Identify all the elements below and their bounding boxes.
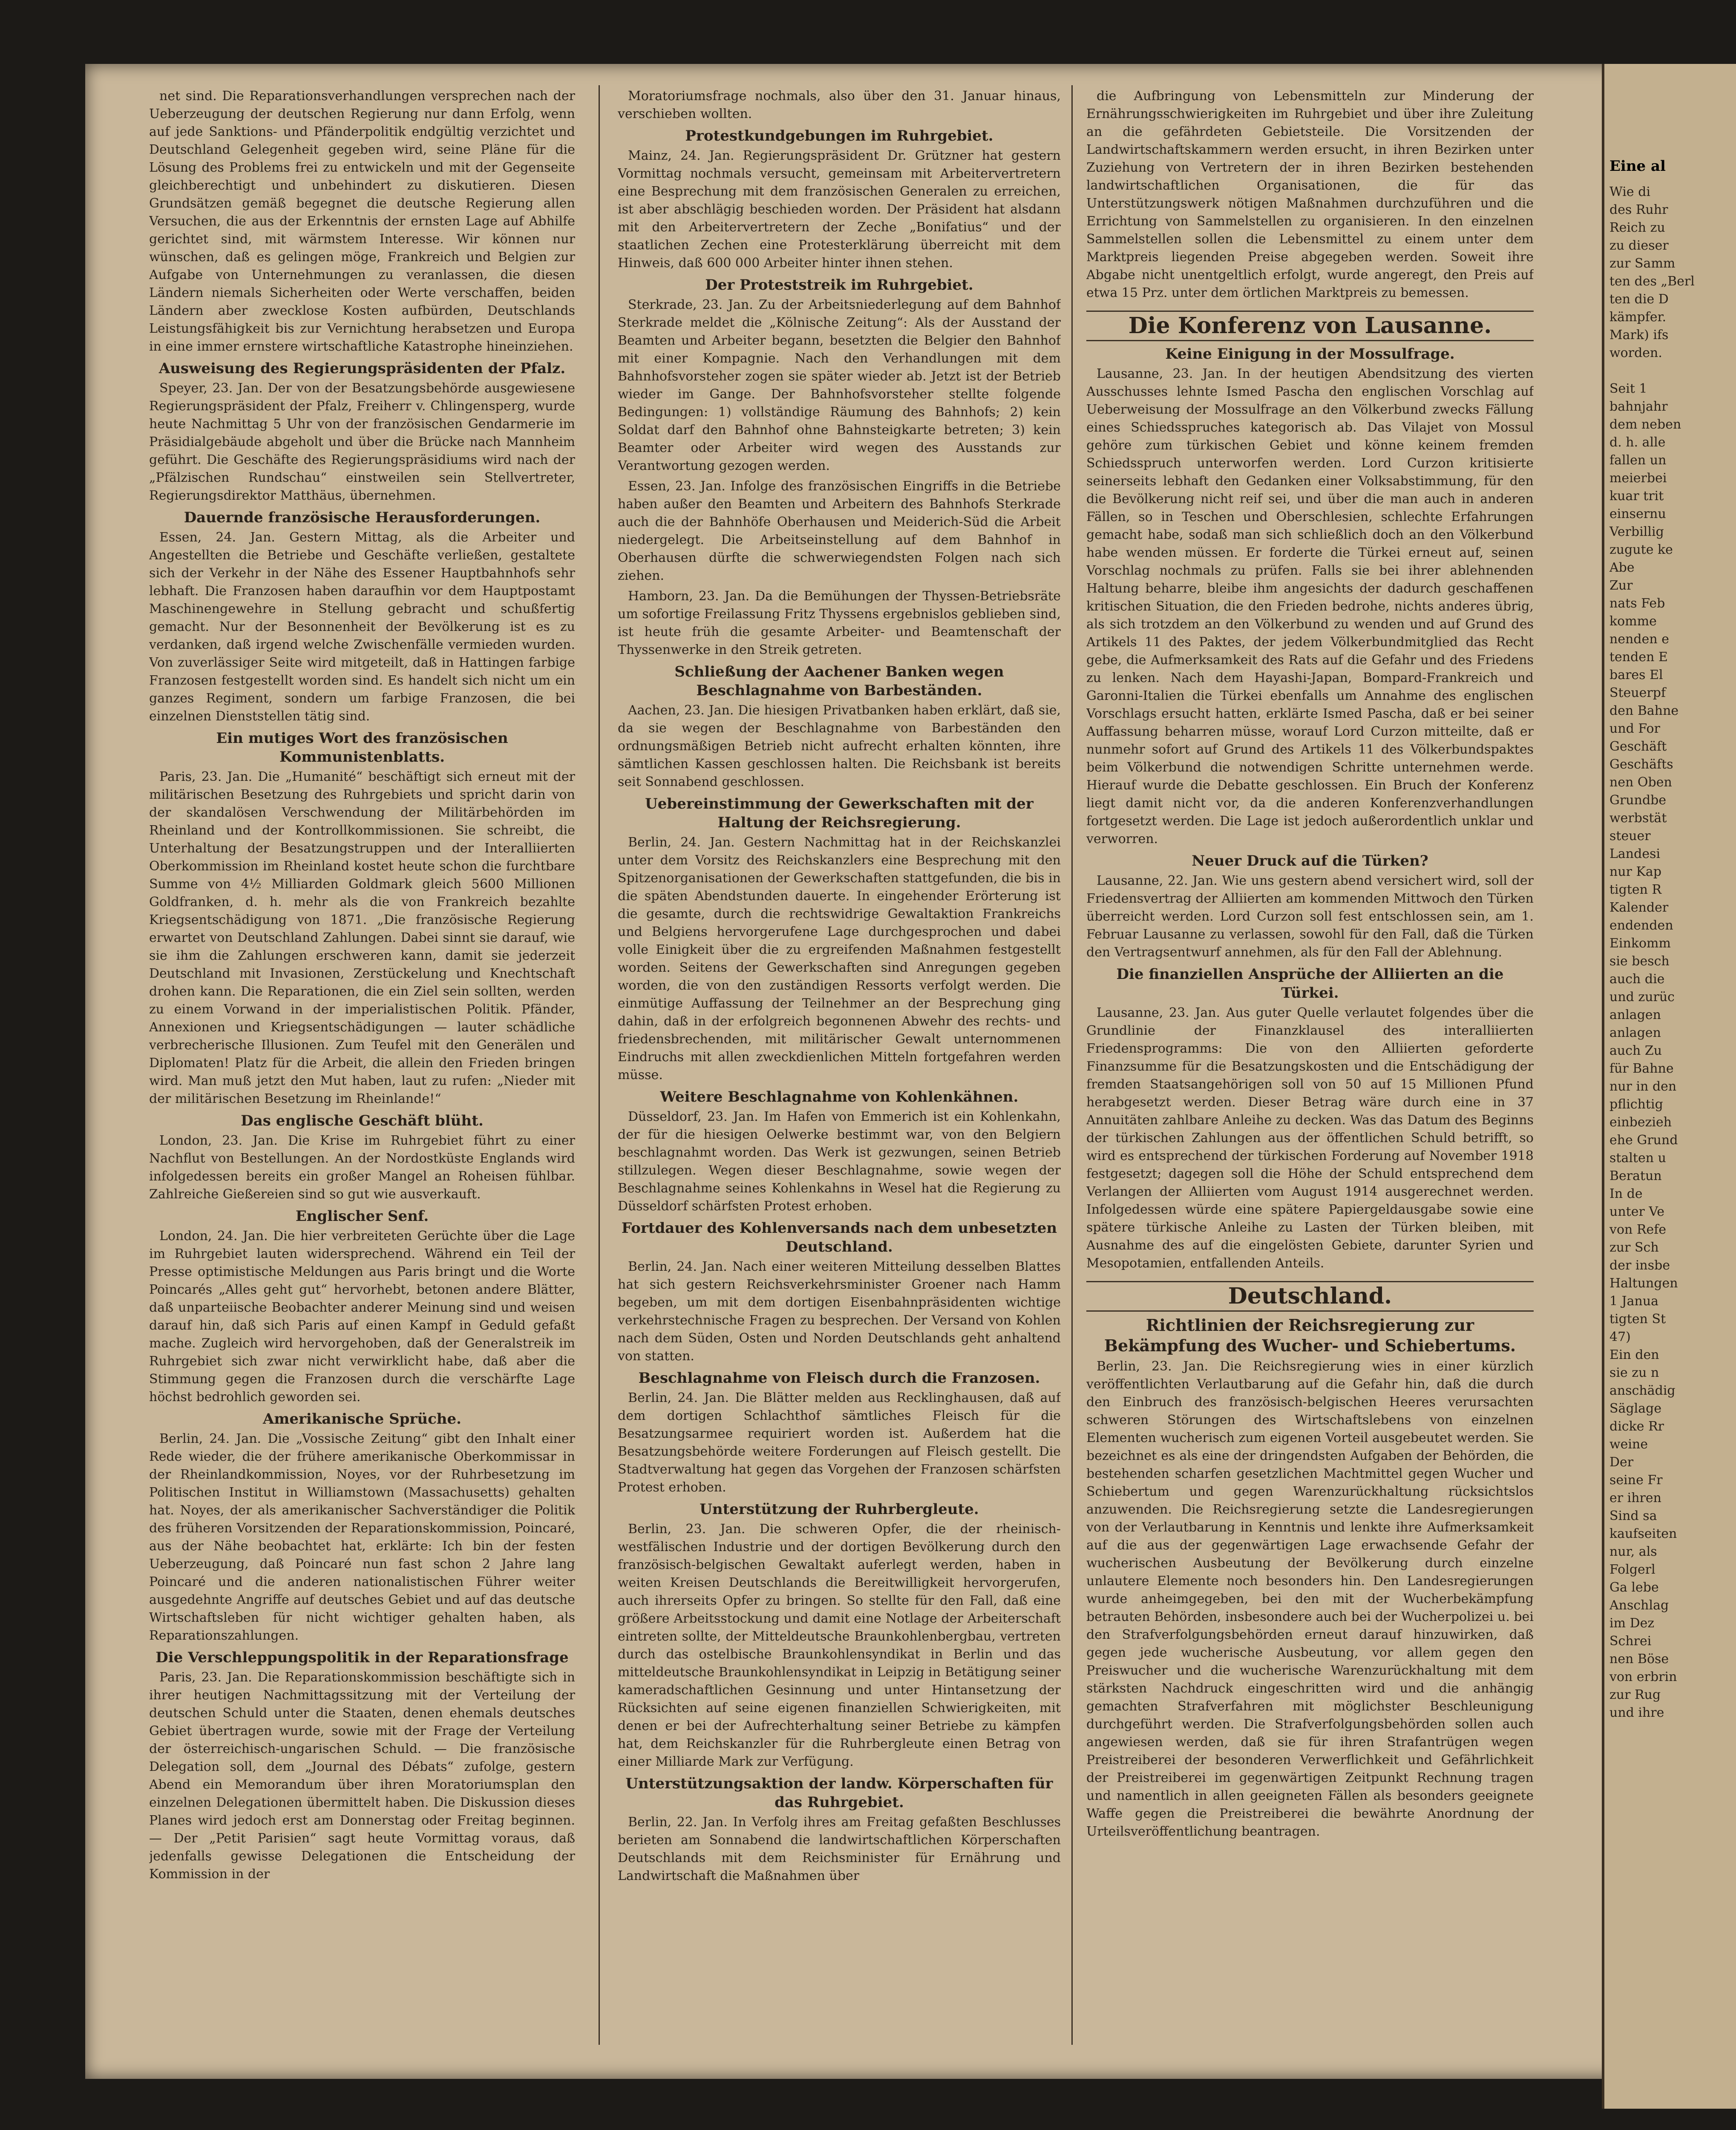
headline-kohlenkaehne: Weitere Beschlagnahme von Kohlenkähnen. [660, 1088, 1019, 1105]
article-gewerkschaften: Berlin, 24. Jan. Gestern Nachmittag hat in der Reichskanzlei unter dem Vorsitz des Reichskanzlers eine Besprechung mit den Spitzenorganisationen der Gewerkschaften stattgefunden, die bis in die späten Abendstunden dauerte. In eingehender Erörterung ist die gesamte, durch die rechtswidrige Gewaltaktion Frankreichs und Belgiens hervorgerufene Lage durchgesprochen und dabei volle Einigkeit über die zu ergreifenden Maßnahmen festgestellt worden. Seitens der Gewerkschaften sind Anregungen gegeben worden, die von den zuständigen Ressorts verfolgt werden. Die einmütige Auffassung der Teilnehmer an der Besprechung ging dahin, daß in der erfolgreich begonnenen Abwehr des rechts- und friedensbrechenden, mit militärischer Gewalt unternommenen Eindruchs mit allen zweckdienlichen Mitteln fortgefahren werden müsse. [618, 835, 1061, 1082]
article-kohlenversand: Berlin, 24. Jan. Nach einer weiteren Mitteilung desselben Blattes hat sich gestern Reichsverkehrsminister Groener nach Hamm begeben, um mit dem dortigen Eisenbahnpräsidenten wichtige verkehrstechnische Fragen zu besprechen. Der Versand von Kohlen nach dem Süden, Osten und Norden Deutschlands geht anhaltend von statten. [618, 1259, 1061, 1364]
article-kohlenkaehne: Düsseldorf, 23. Jan. Im Hafen von Emmerich ist ein Kohlenkahn, der für die hiesigen Oelwerke bestimmt war, von den Belgiern beschlagnahmt worden. Das Werk ist gezwungen, seinen Betrieb stillzulegen. Wegen dieser Beschlagnahme, sowie wegen der Beschlagnahme seines Kohlenkahns in Wesel hat die Regierung zu Düsseldorf schärfsten Protest erhoben. [618, 1109, 1061, 1214]
article-kommunistenblatt: Paris, 23. Jan. Die „Humanité“ beschäftigt sich erneut mit der militärischen Besetzung des Ruhrgebiets und spricht darin von der skandalösen Verschwendung der Militärbehörden im Rheinland und der Kontrollkommissionen. Sie schreibt, die Unterhaltung der Besatzungstruppen und der Interalliierten Oberkommission im Rheinland kostet heute schon die furchtbare Summe von 4½ Milliarden Goldmark gleich 5600 Millionen Goldfranken, d. h. mehr als die von Frankreich bezahlte Kriegsentschädigung von 1871. „Die französische Regierung erwartet von Deutschland Zahlungen. Dabei sinnt sie darauf, wie sie ihm die Zahlungen erschweren kann, damit sie jederzeit Deutschland mit Invasionen, Zerstückelung und Knechtschaft drohen kann. Die Reparationen, die ein Ziel sein sollten, werden zu einem Vorwand in der imperialistischen Politik. Pfänder, Annexionen und Kriegsentschädigungen — lauter schädliche verbrecherische Illusionen. Zum Teufel mit den Generälen und Diplomaten! Platz für die Arbeit, die allein den Frieden bringen wird. Man muß jetzt den Mut haben, laut zu rufen: „Nieder mit der militärischen Besetzung im Rheinlande!“ [149, 769, 575, 1106]
adjacent-page-line: tenden E [1609, 650, 1668, 665]
adjacent-page-line: Einkomm [1609, 936, 1671, 951]
adjacent-page-line: worden. [1609, 345, 1662, 360]
adjacent-page-line: und For [1609, 721, 1660, 736]
adjacent-page-line: Wie di [1609, 184, 1650, 199]
adjacent-page-line: d. h. alle [1609, 435, 1666, 450]
adjacent-page-line: Steuerpf [1609, 685, 1666, 700]
adjacent-page-line: kuar trit [1609, 489, 1664, 504]
column-rule-1 [599, 85, 600, 2045]
headline-kommunistenblatt: Ein mutiges Wort des französischen Kommunistenblatts. [216, 730, 508, 766]
adjacent-page-line: Beratun [1609, 1169, 1662, 1183]
adjacent-page-line: Geschäft [1609, 739, 1667, 754]
headline-mossulfrage: Keine Einigung in der Mossulfrage. [1165, 345, 1455, 363]
column-3 [1086, 87, 1534, 2055]
adjacent-page-line: tigten St [1609, 1312, 1666, 1327]
adjacent-page-line: Schrei [1609, 1634, 1652, 1649]
adjacent-page-line: für Bahne [1609, 1061, 1674, 1076]
section-header-deutschland: Deutschland. [1086, 1281, 1534, 1312]
adjacent-page-line: Folgerl [1609, 1562, 1655, 1577]
adjacent-page-line: den Bahne [1609, 703, 1679, 718]
adjacent-page-line: Grundbe [1609, 793, 1667, 808]
adjacent-page-line: nen Oben [1609, 775, 1672, 790]
adjacent-page-line: anlagen [1609, 1007, 1661, 1022]
adjacent-page-line: Ga lebe [1609, 1580, 1659, 1595]
adjacent-page-line: 1 Janua [1609, 1294, 1659, 1309]
adjacent-page-line: auch Zu [1609, 1043, 1662, 1058]
adjacent-page-line: unter Ve [1609, 1204, 1664, 1219]
adjacent-page-line: Verbillig [1609, 524, 1664, 539]
article-finanzielle-ansprueche: Lausanne, 23. Jan. Aus guter Quelle verlautet folgendes über die Grundlinie der Finanzklausel des interalliierten Friedensprogramms: Die von den Alliierten geforderte Finanzsumme für die Besatzungskosten und die Entschädigung der fremden Staatsangehörigen soll von 50 auf 15 Millionen Pfund herabgesetzt werden. Dieser Betrag wäre durch eine in 37 Annuitäten zahlbare Anleihe zu decken. Was das Datum des Beginns der türkischen Zahlungen aus der öffentlichen Schuld betrifft, so wird es entsprechend der türkischen Forderung auf November 1918 festgesetzt; dagegen soll die Höhe der Schuld entsprechend dem Verlangen der Alliierten vom August 1914 ausgerechnet werden. Infolgedessen würde eine spätere Papiergeldausgabe sowie eine spätere türkische Anleihe zu Lasten der Türken bleiben, mit Ausnahme des auf die eingelösten Gebiete, darunter Syrien und Mesopotamien, entfallenden Anteils. [1086, 1005, 1534, 1271]
headline-verschleppungspolitik: Die Verschleppungspolitik in der Reparationsfrage [155, 1649, 569, 1666]
adjacent-page-line: zur Sch [1609, 1240, 1659, 1255]
article-ruhrbergleute: Berlin, 23. Jan. Die schweren Opfer, die der rheinisch-westfälischen Industrie und der dortigen Bevölkerung durch den französisch-belgischen Gewaltakt auferlegt werden, haben in weiten Kreisen Deutschlands die Bereitwilligkeit hervorgerufen, auch ihrerseits Opfer zu bringen. So stellte für den Fall, daß eine größere Arbeitsstockung und damit eine Notlage der Arbeiterschaft eintreten sollte, der Mitteldeutsche Braunkohlenbergbau, vertreten durch das ostelbische Braunkohlensyndikat in Berlin und das mitteldeutsche Braunkohlensyndikat in Leipzig in Betätigung seiner kameradschaftlichen Gesinnung und unter Hintansetzung der Rücksichten auf seine eigenen finanziellen Schwierigkeiten, mit denen er bei der Aufrechterhaltung seiner Betriebe zu kämpfen hat, dem Reichskanzler für die Ruhrbergleute einen Betrag von einer Milliarde Mark zur Verfügung. [618, 1522, 1061, 1769]
adjacent-page-line: Der [1609, 1455, 1634, 1470]
adjacent-page-line: von erbrin [1609, 1669, 1677, 1684]
adjacent-page-heading: Eine al [1609, 158, 1666, 175]
adjacent-page-line: Säglage [1609, 1401, 1662, 1416]
headline-aachener-banken: Schließung der Aachener Banken wegen Beschlagnahme von Barbeständen. [674, 663, 1004, 699]
adjacent-page-line: Landesi [1609, 846, 1661, 861]
adjacent-page-line: von Refe [1609, 1222, 1667, 1237]
adjacent-page-line: Anschlag [1609, 1598, 1669, 1613]
adjacent-page-line: sie zu n [1609, 1365, 1659, 1380]
adjacent-page-line: pflichtig [1609, 1097, 1663, 1112]
headline-landw-koerperschaften: Unterstützungsaktion der landw. Körperschaften für das Ruhrgebiet. [625, 1775, 1053, 1811]
adjacent-page-line: einbezieh [1609, 1115, 1672, 1130]
adjacent-page-line: zugute ke [1609, 542, 1673, 557]
article-amerikanische-sprueche: Berlin, 24. Jan. Die „Vossische Zeitung“ gibt den Inhalt einer Rede wieder, die der frühere amerikanische Oberkommissar in der Rheinlandkommission, Noyes, vor der Ruhrbesetzung im Politischen Institut in Williamstown (Massachusetts) gehalten hat. Noyes, der als amerikanischer Sachverständiger die Politik des früheren Vorsitzenden der Reparationskommission, Poincaré, aus der Nähe beobachtet hat, erklärte: Ich bin der festen Ueberzeugung, daß Poincaré nun fast schon 2 Jahre lang Poincaré und die anderen nationalistischen Führer weiter ausgedehnte Angriffe auf deutsches Gebiet und auf das deutsche Wirtschaftsleben für nicht wichtiger gehalten haben, als Reparationszahlungen. [149, 1431, 575, 1643]
headline-finanzielle-ansprueche: Die finanziellen Ansprüche der Alliierten an die Türkei. [1116, 966, 1504, 1002]
adjacent-page-line: nenden e [1609, 632, 1669, 647]
col1-intro: net sind. Die Reparationsverhandlungen versprechen nach der Ueberzeugung der deutschen Regierung nur dann Erfolg, wenn auf jede Sanktions- und Pfänderpolitik endgültig verzichtet und Deutschland Gelegenheit gegeben wird, seine Pläne für die Lösung des Problems frei zu entwickeln und mit der Gegenseite gleichberechtigt und unbehindert zu diskutieren. Diesen Grundsätzen gemäß begegnet die deutsche Regierung allen Versuchen, die aus der Erkenntnis der ernsten Lage auf Abhilfe gerichtet sind, mit wärmstem Interesse. Wir können nur wünschen, daß es gelingen möge, Frankreich und Belgien zur Aufgabe von Unternehmungen zu veranlassen, die diesen Ländern niemals Sicherheiten oder Werte verschaffen, beiden Ländern aber zwecklose Kosten aufbürden, Deutschlands Leistungsfähigkeit bis zur Vernichtung herabsetzen und Europa in eine immer ernstere wirtschaftliche Katastrophe hineinziehen. [149, 89, 575, 354]
adjacent-page-line: des Ruhr [1609, 202, 1668, 217]
adjacent-page-line: nur Kap [1609, 864, 1662, 879]
adjacent-page-line: einsernu [1609, 507, 1666, 521]
adjacent-page-line: ten die D [1609, 292, 1669, 307]
adjacent-page-line: Zur [1609, 578, 1633, 593]
adjacent-page-line: kämpfer. [1609, 310, 1667, 325]
adjacent-page-line: Ein den [1609, 1347, 1659, 1362]
adjacent-page-line: komme [1609, 614, 1657, 629]
adjacent-page-line: Kalender [1609, 900, 1669, 915]
article-mossulfrage: Lausanne, 23. Jan. In der heutigen Abendsitzung des vierten Ausschusses lehnte Ismed Pascha den englischen Vorschlag auf Ueberweisung der Mossulfrage an den Völkerbund zwecks Fällung eines Schiedsspruches kategorisch ab. Das Vilajet von Mossul gehöre zum türkischen Gebiet und könne keinem fremden Schiedsspruch unterworfen werden. Lord Curzon kritisierte seinerseits lebhaft den Gedanken einer Volksabstimmung, für den die Bevölkerung nicht reif sei, und über die man auch in anderen Fällen, so in Teschen und Oberschlesien, schlechte Erfahrungen gemacht habe, sodaß man sich schließlich doch an den Völkerbund habe wenden müssen. Er forderte die Türkei erneut auf, seinen Vorschlag nochmals zu prüfen. Falls sie bei ihrer ablehnenden Haltung beharre, bleibe ihm angesichts der dadurch geschaffenen kritischen Situation, die den Frieden bedrohe, nichts anderes übrig, als sich trotzdem an den Völkerbund zu wenden und auf Grund des Artikels 11 des Paktes, der jedem Völkerbundmitglied das Recht gebe, die Aufmerksamkeit des Rats auf die Gefahr und des Friedens zu lenken. Nach dem Hayashi-Japan, Bompard-Frankreich und Garonni-Italien die Türkei ebenfalls um Annahme des englischen Vorschlags ersucht hatten, erklärte Ismed Pascha, daß er bei seiner Auffassung beharren müsse, worauf Lord Curzon mitteilte, daß er nunmehr sofort auf Grund des Artikels 11 des Völkerbundspaktes beim Völkerbund die notwendigen Schritte unternehmen werde. Hierauf wurde die Debatte geschlossen. Ein Bruch der Konferenz liegt damit nicht vor, da die anderen Konferenzverhandlungen fortgesetzt werden. Die Lage ist jedoch außerordentlich unklar und verworren. [1086, 366, 1534, 846]
article-herausforderungen: Essen, 24. Jan. Gestern Mittag, als die Arbeiter und Angestellten die Betriebe und Geschäfte verließen, gestaltete sich der Verkehr in der Nähe des Essener Hauptbahnhofs sehr lebhaft. Die Franzosen haben daraufhin vor dem Hauptpostamt Maschinengewehre in Stellung gebracht und schußfertig gemacht. Nur der Besonnenheit der Bevölkerung ist es zu verdanken, daß irgend welche Zwischenfälle vermieden wurden. Von zuverlässiger Seite wird mitgeteilt, daß in Hattingen farbige Franzosen festgestellt worden sind. Es handelt sich nicht um ein ganzes Regiment, sondern um farbige Franzosen, die bei einzelnen Dienststellen tätig sind. [149, 530, 575, 724]
adjacent-page-line: nur in den [1609, 1079, 1677, 1094]
adjacent-page-line: ten des „Berl [1609, 274, 1695, 289]
adjacent-page-line: Abe [1609, 560, 1635, 575]
adjacent-page-line: Geschäfts [1609, 757, 1673, 772]
headline-gewerkschaften: Uebereinstimmung der Gewerkschaften mit der Haltung der Reichsregierung. [645, 795, 1034, 831]
adjacent-page-line: seine Fr [1609, 1473, 1663, 1488]
column-rule-2 [1071, 85, 1073, 2045]
adjacent-page-line: anschädig [1609, 1383, 1676, 1398]
article-protestkundgebungen: Mainz, 24. Jan. Regierungspräsident Dr. Grützner hat gestern Vormittag nochmals versucht, gemeinsam mit Arbeitervertretern eine Besprechung mit dem französischen Generalen zu erreichen, ist aber abschlägig beschieden worden. Der Präsident hat alsdann mit den Arbeitervertretern der Zeche „Bonifatius“ und der staatlichen Zechen eine Protesterklärung überreicht mit dem Hinweis, daß 600 000 Arbeiter hinter ihnen stehen. [618, 148, 1061, 271]
adjacent-page-line [1609, 362, 1736, 380]
adjacent-page-line: im Dez [1609, 1616, 1655, 1631]
adjacent-page-line: steuer [1609, 829, 1651, 843]
adjacent-page-line: ehe Grund [1609, 1133, 1678, 1148]
article-ausweisung: Speyer, 23. Jan. Der von der Besatzungsbehörde ausgewiesene Regierungspräsident der Pfalz, Freiherr v. Chlingensperg, wurde heute Nachmittag 5 Uhr von der französischen Gendarmerie im Präsidialgebäude abgeholt und über die Brücke nach Mannheim geführt. Die Geschäfte des Regierungspräsidiums wird nach der „Pfälzischen Rundschau“ einstweilen sein Stellvertreter, Regierungsdirektor Matthäus, übernehmen. [149, 381, 575, 503]
headline-fleisch: Beschlagnahme von Fleisch durch die Franzosen. [638, 1370, 1040, 1387]
adjacent-page-line: endenden [1609, 918, 1673, 933]
adjacent-page-line: zu dieser [1609, 238, 1669, 253]
adjacent-page-line: tigten R [1609, 882, 1662, 897]
adjacent-page-line: der insbe [1609, 1258, 1670, 1273]
headline-protestkundgebungen: Protestkundgebungen im Ruhrgebiet. [685, 127, 993, 144]
adjacent-page-line: auch die [1609, 972, 1665, 987]
adjacent-page-line: und zurüc [1609, 990, 1675, 1005]
article-proteststreik-sterkrade: Sterkrade, 23. Jan. Zu der Arbeitsniederlegung auf dem Bahnhof Sterkrade meldet die „Kölnische Zeitung“: Als der Ausstand der Beamten und Arbeiter begann, besetzten die Belgier den Bahnhof mit einer Kompagnie. Nach den Verhandlungen mit dem Bahnhofsvorsteher zogen sie später wieder ab. Jetzt ist der Betrieb wieder im Gange. Der Bahnhofsvorsteher stellte folgende Bedingungen: 1) vollständige Räumung des Bahnhofs; 2) kein Soldat darf den Bahnhof ohne Bahnsteigkarte betreten; 3) kein Beamter oder Arbeiter wird wegen des Ausstands zur Verantwortung gezogen werden. [618, 297, 1061, 473]
article-verschleppungspolitik: Paris, 23. Jan. Die Reparationskommission beschäftigte sich in ihrer heutigen Nachmittagssitzung mit der Verteilung der deutschen Schuld unter die Staaten, denen ehemals deutsches Gebiet übertragen wurde, sowie mit der Frage der Verteilung der österreichisch-ungarischen Schuld. — Die französische Delegation soll, dem „Journal des Débats“ zufolge, gestern Abend ein Memorandum über ihren Moratoriumsplan den einzelnen Delegationen übermittelt haben. Die Diskussion dieses Planes wird jedoch erst am Donnerstag oder Freitag beginnen. — Der „Petit Parisien“ sagt heute Vormittag voraus, daß jedenfalls gewisse Delegationen die Entscheidung der Kommission in der [149, 1670, 575, 1882]
adjacent-page-line: nats Feb [1609, 596, 1665, 611]
article-proteststreik-hamborn: Hamborn, 23. Jan. Da die Bemühungen der Thyssen-Betriebsräte um sofortige Freilassung Fritz Thyssens ergebnislos geblieben sind, ist heute früh die gesamte Arbeiter- und Beamtenschaft der Thyssenwerke in den Streik getreten. [618, 589, 1061, 657]
article-proteststreik-essen: Essen, 23. Jan. Infolge des französischen Eingriffs in die Betriebe haben außer den Beamten und Arbeitern des Bahnhofs Sterkrade auch die der Bahnhöfe Oberhausen und Meiderich-Süd die Arbeit niedergelegt. Die Arbeitseinstellung auf dem Bahnhof in Oberhausen dürfte die schwerwiegendsten Folgen nach sich ziehen. [618, 479, 1061, 583]
adjacent-page-line: nen Böse [1609, 1652, 1669, 1667]
adjacent-page-line: anlagen [1609, 1025, 1661, 1040]
adjacent-page-line: zur Rug [1609, 1687, 1661, 1702]
headline-englisches-geschaeft: Das englische Geschäft blüht. [241, 1112, 484, 1129]
col3-intro: die Aufbringung von Lebensmitteln zur Minderung der Ernährungsschwierigkeiten im Ruhrgebiet und über ihre Zuleitung an die gefährdeten Gebietsteile. Die Vorsitzenden der Landwirtschaftskammern werden ersucht, in ihren Bezirken unter Zuziehung von Vertretern der in ihren Bezirken bestehenden landwirtschaftlichen Organisationen, die für das Unterstützungswerk nötigen Maßnahmen durchzuführen und die Errichtung von Sammelstellen zu organisieren. In den einzelnen Sammelstellen sollen die Lebensmittel zu einem unter dem Marktpreis liegenden Preise abgegeben werden. Soweit ihre Abgabe nicht unentgeltlich erfolgt, wurde angeregt, den Preis auf etwa 15 Prz. unter dem örtlichen Marktpreis zu bemessen. [1086, 89, 1534, 300]
adjacent-page-line: und ihre [1609, 1705, 1664, 1720]
article-englischer-senf: London, 24. Jan. Die hier verbreiteten Gerüchte über die Lage im Ruhrgebiet lauten widersprechend. Während ein Teil der Presse optimistische Meldungen aus Paris bringt und die Worte Poincarés „Alles geht gut“ hervorhebt, betonen andere Blätter, daß unparteiische Beobachter anderer Meinung sind und weisen darauf hin, daß sich Paris auf einen Kampf in Geduld gefaßt mache. Zugleich wird hervorgehoben, daß der Generalstreik im Ruhrgebiet sich zwar nicht verwirklicht habe, daß aber die Stimmung gegen die Franzosen durch die verschärfte Lage höchst bedrohlich geworden sei. [149, 1229, 575, 1405]
headline-amerikanische-sprueche: Amerikanische Sprüche. [263, 1410, 461, 1428]
adjacent-page-line: bahnjahr [1609, 399, 1668, 414]
adjacent-page-line: Seit 1 [1609, 381, 1647, 396]
article-landw-koerperschaften: Berlin, 22. Jan. In Verfolg ihres am Freitag gefaßten Beschlusses berieten am Sonnabend die landwirtschaftlichen Körperschaften Deutschlands mit dem Reichsminister für Ernährung und Landwirtschaft die Maßnahmen über [618, 1815, 1061, 1883]
adjacent-page-line: bares El [1609, 668, 1663, 682]
adjacent-page-line: werbstät [1609, 811, 1667, 826]
headline-neuer-druck: Neuer Druck auf die Türken? [1192, 852, 1428, 869]
adjacent-page-line: Reich zu [1609, 220, 1665, 235]
adjacent-page-line: dicke Rr [1609, 1419, 1664, 1434]
headline-proteststreik: Der Proteststreik im Ruhrgebiet. [705, 276, 973, 294]
adjacent-page-line: meierbei [1609, 471, 1667, 486]
headline-englischer-senf: Englischer Senf. [295, 1208, 429, 1225]
headline-ausweisung: Ausweisung des Regierungspräsidenten der Pfalz. [158, 360, 566, 377]
adjacent-page-line: Mark) ifs [1609, 328, 1669, 343]
adjacent-page-line: nur, als [1609, 1544, 1657, 1559]
headline-kohlenversand: Fortdauer des Kohlenversands nach dem unbesetzten Deutschland. [621, 1220, 1057, 1255]
adjacent-page-line: sie besch [1609, 954, 1670, 969]
headline-ruhrbergleute: Unterstützung der Ruhrbergleute. [700, 1501, 979, 1518]
adjacent-page-line: Haltungen [1609, 1276, 1678, 1291]
adjacent-page-line: zur Samm [1609, 256, 1676, 271]
adjacent-page-line: dem neben [1609, 417, 1681, 432]
adjacent-page-line: fallen un [1609, 453, 1667, 468]
headline-wucher: Richtlinien der Reichsregierung zur Bekämpfung des Wucher- und Schiebertums. [1104, 1315, 1516, 1355]
headline-herausforderungen: Dauernde französische Herausforderungen. [184, 509, 541, 526]
adjacent-page-line: In de [1609, 1186, 1643, 1201]
article-fleisch: Berlin, 24. Jan. Die Blätter melden aus Recklinghausen, daß auf dem dortigen Schlachthof sämtliches Fleisch für die Besatzungsarmee requiriert worden ist. Außerdem hat die Besatzungsbehörde weitere Forderungen auf Fleisch gestellt. Die Stadtverwaltung hat gegen das Vorgehen der Franzosen schärfsten Protest erhoben. [618, 1390, 1061, 1495]
adjacent-page-lines [1604, 183, 1736, 1722]
article-aachener-banken: Aachen, 23. Jan. Die hiesigen Privatbanken haben erklärt, daß sie, da sie wegen der Beschlagnahme von Barbeständen den ordnungsmäßigen Betrieb nicht aufrecht erhalten könnten, ihre sämtlichen Kassen geschlossen halten. Die Reichsbank ist bereits seit Sonnabend geschlossen. [618, 703, 1061, 789]
column-2 [618, 87, 1061, 2055]
adjacent-page-line: stalten u [1609, 1151, 1666, 1166]
adjacent-page-line: Sind sa [1609, 1508, 1657, 1523]
adjacent-page-edge [1602, 64, 1736, 2109]
adjacent-page-line: kaufseiten [1609, 1526, 1677, 1541]
col2-intro: Moratoriumsfrage nochmals, also über den 31. Januar hinaus, verschieben wollten. [618, 89, 1061, 121]
adjacent-page-line: 47) [1609, 1330, 1631, 1344]
article-neuer-druck: Lausanne, 22. Jan. Wie uns gestern abend versichert wird, soll der Friedensvertrag der Alliierten am kommenden Mittwoch den Türken überreicht werden. Lord Curzon soll fest entschlossen sein, am 1. Februar Lausanne zu verlassen, sowohl für den Fall, daß die Türken den Vertragsentwurf annehmen, als für den Fall der Ablehnung. [1086, 873, 1534, 960]
section-header-lausanne: Die Konferenz von Lausanne. [1086, 311, 1534, 341]
article-wucher: Berlin, 23. Jan. Die Reichsregierung wies in einer kürzlich veröffentlichten Verlautbarung auf die Gefahr hin, daß die durch den Einbruch des französisch-belgischen Heeres verursachten schweren Störungen des Wirtschaftslebens von einzelnen Elementen wucherisch zum eigenen Vorteil ausgebeutet werden. Sie bezeichnet es als eine der dringendsten Aufgaben der Behörden, die bestehenden scharfen gesetzlichen Machtmittel gegen Wucher und Schiebertum und gegen Warenzurückhaltung rücksichtslos anzuwenden. Die Reichsregierung setzte die Landesregierungen von der Verlautbarung in Kenntnis und lenkte ihre Aufmerksamkeit auf die aus der gegenwärtigen Lage erwachsende Gefahr der wucherischen Ausbeutung der Bevölkerung durch einzelne unlautere Elemente noch besonders hin. Den Landesregierungen wurde anheimgegeben, bei den mit der Wucherbekämpfung betrauten Behörden, insbesondere auch bei der Wucherpolizei u. bei den Strafverfolgungsbehörden erneut darauf hinzuwirken, daß gegen jede wucherische Ausbeutung, vor allem gegen den Preiswucher und die wucherische Warenzurückhaltung mit dem stärksten Nachdruck eingeschritten wird und die anhängig gemachten Strafverfahren mit möglichster Beschleunigung durchgeführt werden. Die Strafverfolgungsbehörden sollen auch angewiesen werden, daß sie für ihren Strafantrügen wegen Preistreiberei der besonderen Verwerflichkeit und Gefährlichkeit der Preistreiberei im gegenwärtigen Zeitpunkt Rechnung tragen und namentlich in allen geeigneten Fällen als besonders geeignete Waffe gegen die Preistreiberei die bewährte Anordnung der Urteilsveröffentlichung beantragen. [1086, 1359, 1534, 1839]
article-englisches-geschaeft: London, 23. Jan. Die Krise im Ruhrgebiet führt zu einer Nachflut von Bestellungen. An der Nordostküste Englands wird infolgedessen bereits ein großer Mangel an Roheisen fühlbar. Zahlreiche Gießereien sind so gut wie ausverkauft. [149, 1133, 575, 1202]
adjacent-page-line: weine [1609, 1437, 1648, 1452]
column-1 [149, 87, 575, 2055]
adjacent-page-line: er ihren [1609, 1491, 1661, 1505]
